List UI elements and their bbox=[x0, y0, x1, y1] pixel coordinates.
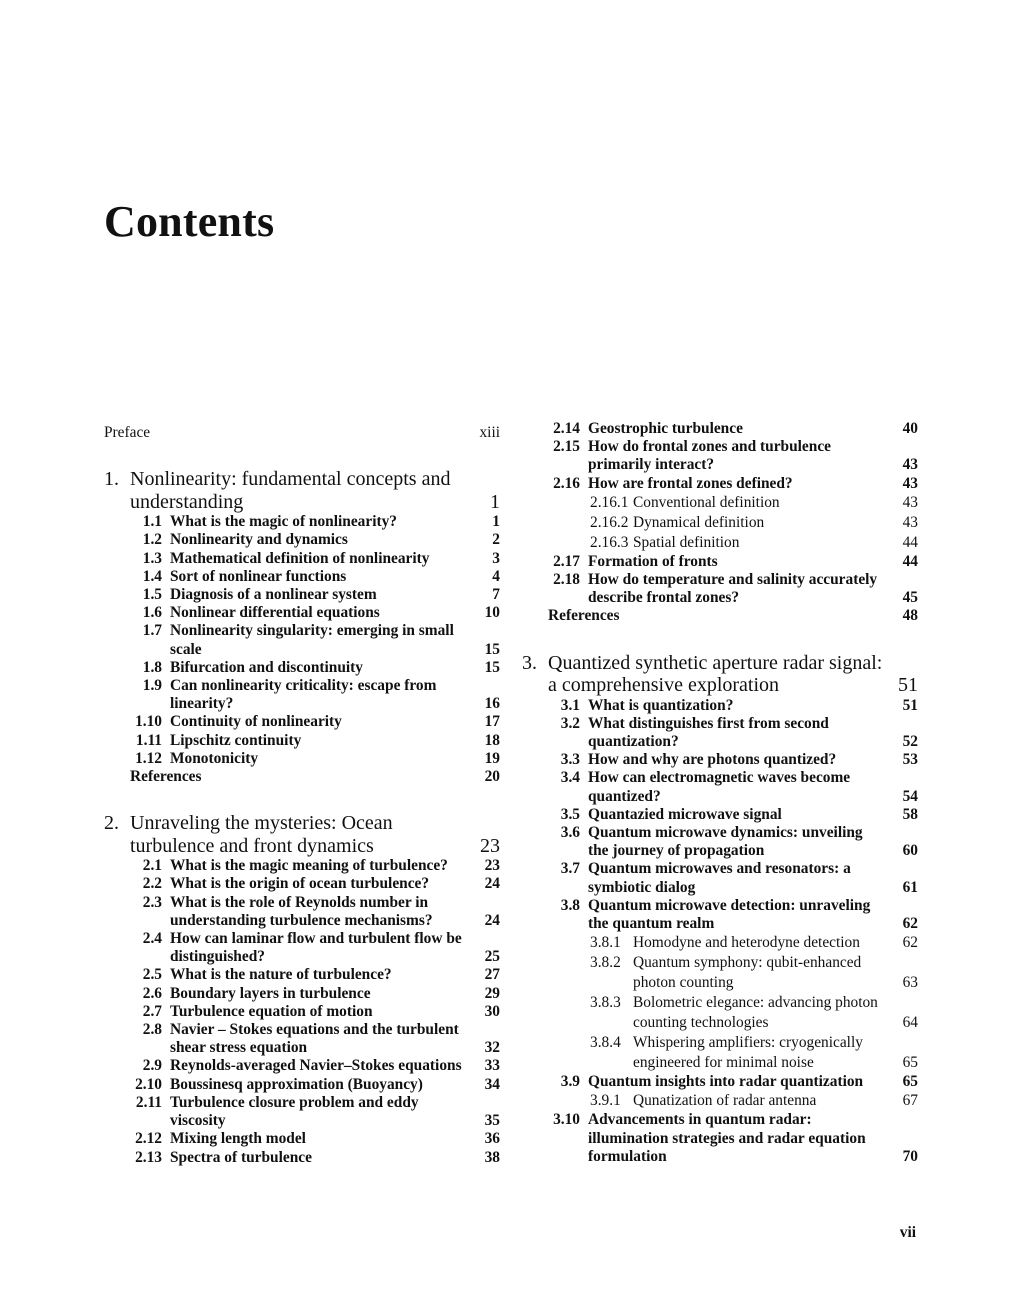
toc-entry-sec[interactable] bbox=[104, 568, 500, 586]
page-number: vii bbox=[899, 1224, 916, 1241]
toc-entry-page: 15 bbox=[484, 640, 500, 658]
toc-entry-page: 24 bbox=[484, 911, 500, 929]
toc-entry-title: Sort of nonlinear functions bbox=[170, 567, 347, 585]
toc-entry-page: 1 bbox=[490, 490, 500, 513]
toc-entry-sec[interactable] bbox=[104, 622, 500, 658]
toc-entry-page: 15 bbox=[484, 658, 500, 676]
toc-entry-title: Homodyne and heterodyne detection bbox=[633, 934, 860, 952]
toc-entry-title: Preface bbox=[104, 424, 151, 441]
toc-entry-page: 17 bbox=[484, 713, 500, 731]
toc-entry-number: 1. bbox=[104, 468, 119, 491]
toc-entry-sub[interactable] bbox=[522, 1091, 918, 1111]
toc-entry-page: 23 bbox=[484, 857, 500, 875]
toc-entry-sec[interactable] bbox=[104, 1149, 500, 1167]
toc-entry-sec[interactable] bbox=[104, 732, 500, 750]
toc-entry-number: 2.18 bbox=[553, 571, 580, 589]
toc-entry-number: 2.11 bbox=[135, 1093, 162, 1111]
toc-entry-page: 35 bbox=[484, 1112, 500, 1130]
toc-entry-title: Turbulence equation of motion bbox=[170, 1002, 373, 1020]
toc-entry-number: 1.11 bbox=[135, 731, 162, 749]
toc-entry-page: 48 bbox=[902, 607, 918, 625]
toc-entry-sec[interactable] bbox=[522, 553, 918, 571]
toc-entry-refs[interactable] bbox=[522, 607, 918, 625]
toc-entry-number: 2.16 bbox=[553, 474, 580, 492]
toc-entry-sec[interactable] bbox=[522, 571, 918, 607]
toc-entry-title: How do temperature and salinity accurately describe frontal zones? bbox=[588, 571, 878, 607]
toc-entry-number: 3.9 bbox=[560, 1073, 580, 1091]
toc-entry-number: 3.8.1 bbox=[590, 934, 621, 952]
toc-entry-title: Whispering amplifiers: cryogenically engineered for minimal noise bbox=[633, 1034, 863, 1072]
toc-entry-title: Quantum microwaves and resonators: a symbiotic dialog bbox=[588, 860, 851, 896]
toc-entry-title: Quantum symphony: qubit-enhanced photon counting bbox=[633, 954, 862, 992]
toc-entry-chapter[interactable] bbox=[104, 468, 500, 513]
toc-entry-page: 18 bbox=[484, 731, 500, 749]
toc-entry-sec[interactable] bbox=[104, 659, 500, 677]
toc-entry-title: Advancements in quantum radar: illumination strategies and radar equation formulation bbox=[588, 1111, 866, 1165]
toc-entry-page: 45 bbox=[902, 589, 918, 607]
toc-entry-number: 2.16.1 bbox=[590, 493, 629, 511]
toc-entry-number: 2. bbox=[104, 812, 119, 835]
toc-entry-number: 2.1 bbox=[142, 857, 162, 875]
toc-entry-number: 2.9 bbox=[142, 1057, 162, 1075]
toc-entry-chapter[interactable] bbox=[522, 652, 918, 697]
toc-entry-title: Spectra of turbulence bbox=[170, 1148, 312, 1166]
toc-entry-number: 2.3 bbox=[142, 893, 162, 911]
toc-entry-number: 3.7 bbox=[560, 860, 580, 878]
toc-entry-number: 1.12 bbox=[135, 749, 162, 767]
toc-entry-title: Quantum microwave dynamics: unveiling the journey of propagation bbox=[588, 824, 863, 860]
toc-entry-preface[interactable] bbox=[104, 424, 500, 442]
toc-entry-page: 36 bbox=[484, 1130, 500, 1148]
toc-entry-title: Bolometric elegance: advancing photon counting technologies bbox=[633, 994, 878, 1032]
toc-entry-sec[interactable] bbox=[522, 751, 918, 769]
toc-entry-page: 70 bbox=[902, 1147, 918, 1165]
toc-entry-sec[interactable] bbox=[104, 966, 500, 984]
toc-entry-page: 65 bbox=[902, 1073, 918, 1091]
toc-entry-title: What is quantization? bbox=[588, 696, 734, 714]
toc-entry-number: 2.4 bbox=[142, 930, 162, 948]
toc-entry-page: 44 bbox=[902, 552, 918, 570]
toc-entry-title: Navier – Stokes equations and the turbulent shear stress equation bbox=[170, 1021, 459, 1057]
toc-entry-title: Geostrophic turbulence bbox=[588, 420, 743, 437]
toc-entry-title: Nonlinearity: fundamental concepts and understanding bbox=[130, 468, 451, 513]
toc-entry-sec[interactable] bbox=[522, 769, 918, 805]
toc-entry-number: 3.8.4 bbox=[590, 1034, 621, 1052]
toc-entry-number: 2.17 bbox=[553, 552, 580, 570]
toc-entry-sub[interactable] bbox=[522, 933, 918, 953]
toc-entry-sec[interactable] bbox=[522, 420, 918, 438]
toc-entry-number: 2.15 bbox=[553, 438, 580, 456]
toc-entry-title: Nonlinearity singularity: emerging in small scale bbox=[170, 622, 454, 658]
toc-entry-sec[interactable] bbox=[104, 604, 500, 622]
toc-entry-number: 1.1 bbox=[142, 513, 162, 531]
toc-entry-sec[interactable] bbox=[104, 586, 500, 604]
toc-entry-page: 3 bbox=[492, 549, 500, 567]
toc-entry-title: Qunatization of radar antenna bbox=[633, 1092, 817, 1110]
toc-entry-number: 2.5 bbox=[142, 966, 162, 984]
toc-entry-number: 1.5 bbox=[142, 586, 162, 604]
toc-entry-number: 2.13 bbox=[135, 1148, 162, 1166]
toc-entry-sec[interactable] bbox=[522, 806, 918, 824]
toc-entry-title: Lipschitz continuity bbox=[170, 731, 302, 749]
toc-entry-number: 2.14 bbox=[553, 420, 580, 437]
toc-right-column bbox=[522, 420, 918, 1166]
toc-entry-sec[interactable] bbox=[104, 1057, 500, 1075]
toc-entry-page: 43 bbox=[902, 513, 918, 531]
toc-entry-number: 2.7 bbox=[142, 1002, 162, 1020]
toc-entry-title: Conventional definition bbox=[633, 493, 780, 511]
toc-entry-number: 3.1 bbox=[560, 696, 580, 714]
toc-entry-page: 52 bbox=[902, 733, 918, 751]
toc-entry-sub[interactable] bbox=[522, 513, 918, 533]
toc-entry-page: 43 bbox=[902, 456, 918, 474]
toc-entry-sec[interactable] bbox=[522, 1073, 918, 1091]
toc-entry-page: 16 bbox=[484, 695, 500, 713]
toc-entry-page: 4 bbox=[492, 567, 500, 585]
toc-entry-sub[interactable] bbox=[522, 993, 918, 1033]
toc-entry-page: 27 bbox=[484, 966, 500, 984]
toc-entry-number: 3.8 bbox=[560, 896, 580, 914]
toc-entry-title: Boussinesq approximation (Buoyancy) bbox=[170, 1075, 423, 1093]
toc-entry-page: 24 bbox=[484, 875, 500, 893]
toc-entry-sec[interactable] bbox=[104, 894, 500, 930]
toc-entry-page: 63 bbox=[902, 974, 918, 992]
toc-entry-number: 1.7 bbox=[142, 622, 162, 640]
toc-entry-page: 20 bbox=[484, 768, 500, 786]
toc-entry-sec[interactable] bbox=[104, 875, 500, 893]
toc-entry-page: 1 bbox=[492, 513, 500, 531]
toc-entry-sec[interactable] bbox=[104, 985, 500, 1003]
toc-entry-number: 2.2 bbox=[142, 875, 162, 893]
toc-entry-number: 2.12 bbox=[135, 1130, 162, 1148]
toc-entry-title: What is the magic of nonlinearity? bbox=[170, 513, 398, 531]
toc-entry-page: 61 bbox=[902, 878, 918, 896]
toc-entry-page: 30 bbox=[484, 1002, 500, 1020]
toc-entry-number: 1.4 bbox=[142, 567, 162, 585]
toc-entry-number: 2.6 bbox=[142, 984, 162, 1002]
toc-entry-title: How and why are photons quantized? bbox=[588, 751, 837, 769]
toc-entry-title: Continuity of nonlinearity bbox=[170, 713, 342, 731]
toc-entry-number: 2.8 bbox=[142, 1021, 162, 1039]
toc-entry-title: Spatial definition bbox=[633, 533, 740, 551]
toc-entry-number: 1.10 bbox=[135, 713, 162, 731]
toc-entry-page: 64 bbox=[902, 1014, 918, 1032]
toc-entry-title: Bifurcation and discontinuity bbox=[170, 658, 363, 676]
toc-entry-number: 3.4 bbox=[560, 769, 580, 787]
toc-entry-page: 65 bbox=[902, 1054, 918, 1072]
toc-entry-title: How do frontal zones and turbulence primarily interact? bbox=[588, 438, 831, 474]
toc-entry-title: Unraveling the mysteries: Ocean turbulence and front dynamics bbox=[130, 812, 393, 857]
toc-entry-title: What is the magic meaning of turbulence? bbox=[170, 857, 448, 875]
toc-entry-sub[interactable] bbox=[522, 953, 918, 993]
toc-entry-number: 1.2 bbox=[142, 531, 162, 549]
toc-entry-title: Can nonlinearity criticality: escape from linearity? bbox=[170, 677, 437, 713]
toc-entry-sec[interactable] bbox=[522, 824, 918, 860]
toc-entry-title: Quantized synthetic aperture radar signal: a comprehensive exploration bbox=[548, 651, 883, 697]
toc-entry-number: 1.9 bbox=[142, 677, 162, 695]
toc-entry-number: 3.3 bbox=[560, 751, 580, 769]
toc-entry-title: How can laminar flow and turbulent flow be distinguished? bbox=[170, 930, 462, 966]
toc-entry-title: Formation of fronts bbox=[588, 552, 718, 570]
toc-entry-sec[interactable] bbox=[104, 513, 500, 531]
toc-entry-number: 1.8 bbox=[142, 658, 162, 676]
toc-entry-title: How are frontal zones defined? bbox=[588, 474, 793, 492]
toc-entry-number: 2.16.3 bbox=[590, 533, 629, 551]
toc-entry-page: xiii bbox=[479, 424, 500, 441]
toc-entry-page: 25 bbox=[484, 948, 500, 966]
toc-entry-page: 58 bbox=[902, 805, 918, 823]
toc-entry-page: 32 bbox=[484, 1039, 500, 1057]
toc-entry-page: 2 bbox=[492, 531, 500, 549]
toc-entry-title: How can electromagnetic waves become quantized? bbox=[588, 769, 851, 805]
toc-entry-title: References bbox=[130, 768, 202, 786]
toc-entry-sec[interactable] bbox=[522, 438, 918, 474]
toc-entry-title: References bbox=[548, 607, 620, 625]
toc-entry-sec[interactable] bbox=[104, 1003, 500, 1021]
toc-entry-title: Nonlinear differential equations bbox=[170, 604, 380, 622]
toc-entry-sec[interactable] bbox=[522, 475, 918, 493]
toc-entry-sec[interactable] bbox=[104, 930, 500, 966]
toc-entry-page: 51 bbox=[898, 674, 918, 697]
toc-entry-page: 40 bbox=[902, 420, 918, 437]
toc-entry-title: Quantazied microwave signal bbox=[588, 805, 782, 823]
toc-entry-sec[interactable] bbox=[104, 677, 500, 713]
toc-entry-page: 10 bbox=[484, 604, 500, 622]
toc-entry-sec[interactable] bbox=[104, 1021, 500, 1057]
toc-entry-title: What distinguishes first from second quantization? bbox=[588, 714, 829, 751]
toc-entry-title: Turbulence closure problem and eddy viscosity bbox=[170, 1093, 419, 1130]
toc-entry-sec[interactable] bbox=[104, 857, 500, 875]
toc-entry-refs[interactable] bbox=[104, 768, 500, 786]
toc-entry-number: 3. bbox=[522, 651, 537, 674]
toc-entry-page: 54 bbox=[902, 787, 918, 805]
toc-entry-title: Nonlinearity and dynamics bbox=[170, 531, 348, 549]
toc-entry-sec[interactable] bbox=[522, 1111, 918, 1166]
toc-entry-page: 53 bbox=[902, 751, 918, 769]
toc-entry-page: 51 bbox=[902, 696, 918, 714]
toc-entry-page: 29 bbox=[484, 984, 500, 1002]
toc-entry-sub[interactable] bbox=[522, 493, 918, 513]
toc-entry-number: 2.16.2 bbox=[590, 513, 629, 531]
toc-entry-title: Diagnosis of a nonlinear system bbox=[170, 586, 377, 604]
toc-entry-page: 62 bbox=[902, 934, 918, 952]
toc-entry-sec[interactable] bbox=[104, 550, 500, 568]
toc-entry-number: 3.2 bbox=[560, 714, 580, 732]
toc-entry-page: 23 bbox=[480, 834, 500, 857]
toc-entry-title: Quantum microwave detection: unraveling the quantum realm bbox=[588, 896, 871, 933]
toc-entry-number: 3.8.3 bbox=[590, 994, 621, 1012]
toc-entry-title: Quantum insights into radar quantization bbox=[588, 1073, 864, 1091]
toc-entry-page: 34 bbox=[484, 1075, 500, 1093]
toc-entry-title: Dynamical definition bbox=[633, 513, 765, 531]
toc-entry-number: 1.3 bbox=[142, 549, 162, 567]
toc-entry-sec[interactable] bbox=[104, 531, 500, 549]
toc-entry-number: 3.10 bbox=[553, 1111, 580, 1129]
toc-entry-title: What is the origin of ocean turbulence? bbox=[170, 875, 430, 893]
toc-entry-page: 19 bbox=[484, 749, 500, 767]
toc-entry-sec[interactable] bbox=[104, 1094, 500, 1130]
toc-entry-page: 33 bbox=[484, 1057, 500, 1075]
toc-entry-title: Mathematical definition of nonlinearity bbox=[170, 549, 430, 567]
toc-entry-title: What is the role of Reynolds number in understanding turbulence mechanisms? bbox=[170, 893, 433, 929]
toc-entry-title: Boundary layers in turbulence bbox=[170, 984, 371, 1002]
toc-entry-number: 1.6 bbox=[142, 604, 162, 622]
toc-entry-sec[interactable] bbox=[522, 715, 918, 751]
toc-entry-title: Monotonicity bbox=[170, 749, 259, 767]
toc-entry-sec[interactable] bbox=[104, 1130, 500, 1148]
toc-entry-sec[interactable] bbox=[104, 1076, 500, 1094]
toc-entry-page: 38 bbox=[484, 1148, 500, 1166]
toc-entry-sec[interactable] bbox=[522, 897, 918, 933]
page-title: Contents bbox=[104, 197, 275, 246]
toc-entry-sec[interactable] bbox=[104, 750, 500, 768]
toc-entry-sub[interactable] bbox=[522, 533, 918, 553]
toc-entry-sec[interactable] bbox=[104, 713, 500, 731]
toc-entry-sub[interactable] bbox=[522, 1033, 918, 1073]
toc-entry-page: 44 bbox=[902, 533, 918, 551]
toc-entry-sec[interactable] bbox=[522, 860, 918, 896]
toc-entry-page: 43 bbox=[902, 493, 918, 511]
toc-entry-number: 3.6 bbox=[560, 824, 580, 842]
toc-entry-number: 3.9.1 bbox=[590, 1092, 621, 1110]
toc-entry-number: 3.5 bbox=[560, 805, 580, 823]
toc-entry-page: 62 bbox=[902, 915, 918, 933]
toc-entry-title: Mixing length model bbox=[170, 1130, 306, 1148]
toc-entry-number: 2.10 bbox=[135, 1075, 162, 1093]
toc-entry-page: 43 bbox=[902, 474, 918, 492]
toc-entry-page: 67 bbox=[902, 1092, 918, 1110]
toc-left-column bbox=[104, 420, 500, 1167]
toc-entry-number: 3.8.2 bbox=[590, 954, 621, 972]
toc-entry-page: 60 bbox=[902, 842, 918, 860]
toc-entry-page: 7 bbox=[492, 586, 500, 604]
toc-entry-sec[interactable] bbox=[522, 697, 918, 715]
toc-entry-chapter[interactable] bbox=[104, 812, 500, 857]
toc-entry-title: What is the nature of turbulence? bbox=[170, 966, 392, 984]
toc-entry-title: Reynolds-averaged Navier–Stokes equations bbox=[170, 1057, 462, 1075]
